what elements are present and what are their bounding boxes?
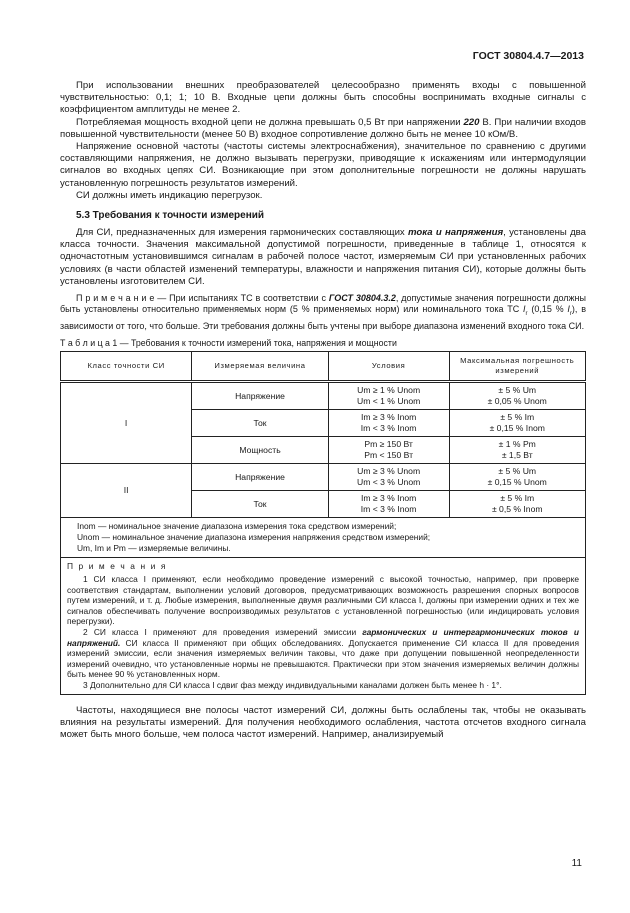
paragraph-input-sensitivity: При использовании внешних преобразователей целесообразно применять входы с повышенной чувствительностью: 0,1; 1; 10 В. Входные цепи должны быть способны воспринимать входные сигналы с коэффициентом амплитуды не менее 2. [60,80,586,116]
paragraph-accuracy-classes [60,227,586,288]
text-run: В. При наличии входов повышенной чувствительности (менее 50 В) входное сопротивление должно быть не менее 10 кОм/В. [60,116,586,140]
table-legend-row [61,518,586,558]
quantity-cell: Напряжение [192,382,329,410]
header-quantity: Измеряемая величина [192,352,329,382]
notes-heading: П р и м е ч а н и я [67,561,167,572]
paragraph-out-of-band: Частоты, находящиеся вне полосы частот измерений СИ, должны быть ослаблены так, чтобы не оказывать влияния на результаты измерений. Для получения необходимого ослабления, частота отсчетов входного сигнала может быть много больше, чем полоса частот измерений. Например, анализируемый [60,704,586,740]
error-line: ± 1 % Pm [498,439,536,450]
error-line: ± 5 % Um [498,385,537,396]
table-row [61,382,586,410]
error-cell [449,437,586,464]
accuracy-table [60,351,586,695]
condition-line: Um < 1 % Unom [356,396,421,407]
quantity-cell: Напряжение [192,464,329,491]
condition-line: Pm ≥ 150 Вт [364,439,413,450]
legend-line: Unom — номинальное значение диапазона измерения напряжения средством измерений; [77,532,431,543]
table-notes [61,558,586,695]
condition-line: Pm < 150 Вт [364,450,414,461]
quantity-cell: Мощность [192,437,329,464]
paragraph-overload-indication: СИ должны иметь индикацию перегрузок. [76,189,263,201]
conditions-cell [328,437,449,464]
note-test-conditions [60,293,586,332]
paragraph-power-consumption [60,117,586,141]
condition-line: Im ≥ 3 % Inom [360,412,417,423]
legend-line: Inom — номинальное значение диапазона измерения тока средством измерений; [77,521,397,532]
error-line: ± 0,15 % Unom [487,477,547,488]
legend-line: Um, Im и Pm — измеряемые величины. [77,543,231,554]
condition-line: Im < 3 % Inom [360,504,417,515]
error-cell [449,410,586,437]
page-number: 11 [571,858,582,869]
current-symbol: I [523,304,526,315]
table-notes-row [61,558,586,695]
text-run: , допустимые значения погрешности должны быть установлены относительно применяемых норм (5 % применяемых норм) или номинального тока ТС [60,293,586,315]
text-run: 2 СИ класса I применяют для проведения измерений эмиссии [83,627,363,638]
current-symbol: I [567,304,570,315]
conditions-cell [328,491,449,518]
conditions-cell [328,410,449,437]
error-line: ± 0,05 % Unom [487,396,547,407]
condition-line: Um ≥ 3 % Unom [357,466,421,477]
emphasis-text: гармонических и интергармонических токов и напряжений. [67,627,579,648]
voltage-value: 220 [463,116,480,128]
class-cell: II [61,464,192,518]
error-cell [449,382,586,410]
table-header-row [61,352,586,382]
text-run: При испытаниях ТС в соответствии с [166,293,329,304]
condition-line: Um ≥ 1 % Unom [357,385,421,396]
page-body [60,0,586,741]
error-cell [449,491,586,518]
standard-reference: ГОСТ 30804.3.2 [328,293,396,304]
note-item [67,627,579,680]
error-line: ± 0,5 % Inom [491,504,543,515]
error-line: ± 5 % Im [500,493,535,504]
text-run: , установлены два класса точности. Значения максимальной допустимой погрешности, приведенные в таблице 1, относятся к одночастотным установившимся сигналам в рабочей полосе частот, измеряемым СИ при установленных рабочих условиях (в части областей изменений температуры, влажности и напряжения питания СИ), которые должны быть установлены изготовителем СИ. [60,227,586,287]
error-line: ± 1,5 Вт [501,450,533,461]
header-max-error: Максимальная погрешность измерений [449,352,586,382]
note-item: 1 СИ класса I применяют, если необходимо проведение измерений с высокой точностью, например, при проверке соответствия стандартам, выполнении условий договоров, предусматривающих возможность разрешения спорных вопросов путем измерений, и т. д. Любые измерения, выполненные двумя различными СИ класса I, должны при измерении одних и тех же сигналов обеспечивать получение воспроизводимых результатов с установленной погрешностью (или индицировать условия перегрузки). [67,574,579,627]
class-cell: I [61,382,192,464]
text-run: Для СИ, предназначенных для измерения гармонических составляющих [76,227,408,239]
table-legend [61,518,586,558]
header-conditions: Условия [328,352,449,382]
conditions-cell [328,464,449,491]
text-run: (0,15 % [527,304,568,315]
conditions-cell [328,382,449,410]
current-subscript: r [569,311,572,318]
condition-line: Im ≥ 3 % Inom [360,493,417,504]
table-row [61,464,586,491]
quantity-cell: Ток [192,410,329,437]
text-run: ), в зависимости от того, что больше. Эти требования должны быть учтены при выборе диапазона изменений входного тока СИ. [60,304,586,331]
current-subscript: r [525,311,528,318]
error-line: ± 0,15 % Inom [489,423,545,434]
error-line: ± 5 % Im [500,412,535,423]
condition-line: Um < 3 % Unom [356,477,421,488]
note-item: 3 Дополнительно для СИ класса I сдвиг фаз между индивидуальными каналами должен быть менее h · 1°. [83,680,502,690]
header-class: Класс точности СИ [61,352,192,382]
emphasis-text: тока и напряжения [408,227,504,239]
paragraph-fundamental-voltage: Напряжение основной частоты (частоты системы электроснабжения), значительное по сравнению с другими составляющими напряжения, не должно вызывать перегрузки, приводящие к искажениям или интермодуляции сигналов во входных цепях СИ. Возникающие при этом дополнительные погрешности не должны нарушать установленную погрешность результатов измерений. [60,141,586,189]
document-code: ГОСТ 30804.4.7—2013 [472,50,584,62]
note-label: П р и м е ч а н и е — [76,293,167,304]
text-run: Потребляемая мощность входной цепи не должна превышать 0,5 Вт при напряжении [76,116,464,128]
error-cell [449,464,586,491]
section-title: 5.3 Требования к точности измерений [76,210,265,222]
error-line: ± 5 % Um [498,466,537,477]
condition-line: Im < 3 % Inom [360,423,417,434]
text-run: СИ класса II применяют при общих обследованиях. Допускается применение СИ класса II для проведения измерений эмиссии, если значения измеряемых величин таковы, что даже при допущении повышенной неопределенности измерений очевидно, что установленные нормы не превышаются. Практически при этом значения измеряемых величин должны быть менее 90 % установленных норм. [67,637,579,680]
table-caption: Т а б л и ц а 1 — Требования к точности измерений тока, напряжения и мощности [60,338,397,349]
quantity-cell: Ток [192,491,329,518]
